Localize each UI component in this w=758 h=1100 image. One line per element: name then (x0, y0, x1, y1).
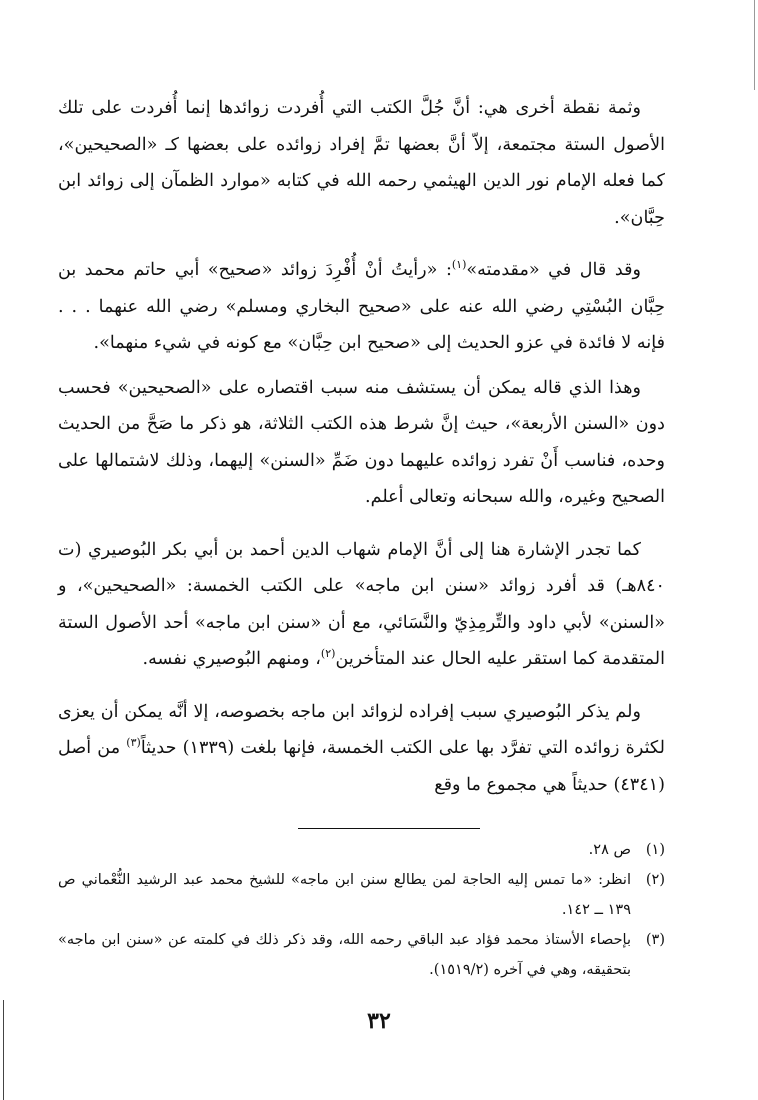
footnote-ref-3[interactable]: (٣) (126, 736, 141, 750)
footnote-1 (58, 835, 665, 865)
footnote-number: (٢) (645, 872, 665, 888)
paragraph-2: وقد قال في «مقدمته»$^{(١)}$: «رأيتُ أنْ أُفْرِدَ زوائد «صحيح» أبي حاتم محمد بن حِبَّان البُسْتِي رضي الله عنه على «صحيح البخاري ومسلم» رضي الله عنهما . . . فإنه لا فائدة في عزو الحديث إلى «صحيح ابن حِبَّان» مع كونه في شيء منهما». (58, 258, 665, 353)
paragraph-3: وهذا الذي قاله يمكن أن يستشف منه سبب اقتصاره على «الصحيحين» فحسب دون «السنن الأربعة»، حيث إنَّ شرط هذه الكتب الثلاثة، هو ذكر ما صَحَّ من الحديث وحده، فناسب أَنْ تفرد زوائده عليهما دون ضَمِّ «السنن» إليهما، وذلك لاشتمالها على الصحيح وغيره، والله سبحانه وتعالى أعلم. (58, 377, 665, 507)
footnote-text: انظر: «ما تمس إليه الحاجة لمن يطالع سنن ابن ماجه» للشيخ محمد عبد الرشيد النُّعْماني ص ١٣٩ ــ ١٤٢. (58, 872, 631, 918)
page-number: ٣٢ (367, 1008, 391, 1034)
paragraph-4: كما تجدر الإشارة هنا إلى أنَّ الإمام شهاب الدين أحمد بن أبي بكر البُوصيري (ت ٨٤٠هـ) قد أفرد زوائد «سنن ابن ماجه» على الكتب الخمسة: «الصحيحين»، و «السنن» لأبي داود والتِّرمِذِيّ والنَّسَائي، مع أن «سنن ابن ماجه» أحد الأصول الستة المتقدمة كما استقر عليه الحال عند المتأخرين$^{(٢)}$، ومنهم البُوصيري نفسه. (58, 539, 665, 669)
footnote-text: ص ٢٨. (588, 842, 631, 858)
footnotes (58, 835, 665, 985)
footnote-number: (١) (645, 842, 665, 858)
scan-edge-mark (754, 0, 755, 90)
footnote-ref-1[interactable]: (١) (451, 258, 467, 272)
scan-edge-mark (3, 1000, 4, 1100)
paragraph-1: وثمة نقطة أخرى هي: أنَّ جُلَّ الكتب التي أُفردت زوائدها إنما أُفردت على تلك الأصول الستة مجتمعة، إلاّ أنَّ بعضها تمَّ إفراد زوائده على بعضها كـ «الصحيحين»، كما فعله الإمام نور الدين الهيثمي رحمه الله في كتابه «موارد الظمآن إلى زوائد ابن حِبَّان». (58, 98, 665, 228)
footnote-3 (58, 925, 665, 985)
footnote-number: (٣) (645, 932, 665, 948)
main-text (58, 90, 665, 803)
footnote-text: بإحصاء الأستاذ محمد فؤاد عبد الباقي رحمه الله، وقد ذكر ذلك في كلمته عن «سنن ابن ماجه» بتحقيقه، وهي في آخره (١٥١٩/٢). (58, 932, 631, 978)
paragraph-5: ولم يذكر البُوصيري سبب إفراده لزوائد ابن ماجه بخصوصه، إلا أنَّه يمكن أن يعزى لكثرة زوائده التي تفرَّد بها على الكتب الخمسة، فإنها بلغت (١٣٣٩) حديثاً$^{(٣)}$ من أصل (٤٣٤١) حديثاً هي مجموع ما وقع (58, 701, 665, 795)
footnote-separator (298, 828, 480, 829)
footnote-2 (58, 865, 665, 925)
footnote-ref-2[interactable]: (٢) (320, 647, 336, 661)
